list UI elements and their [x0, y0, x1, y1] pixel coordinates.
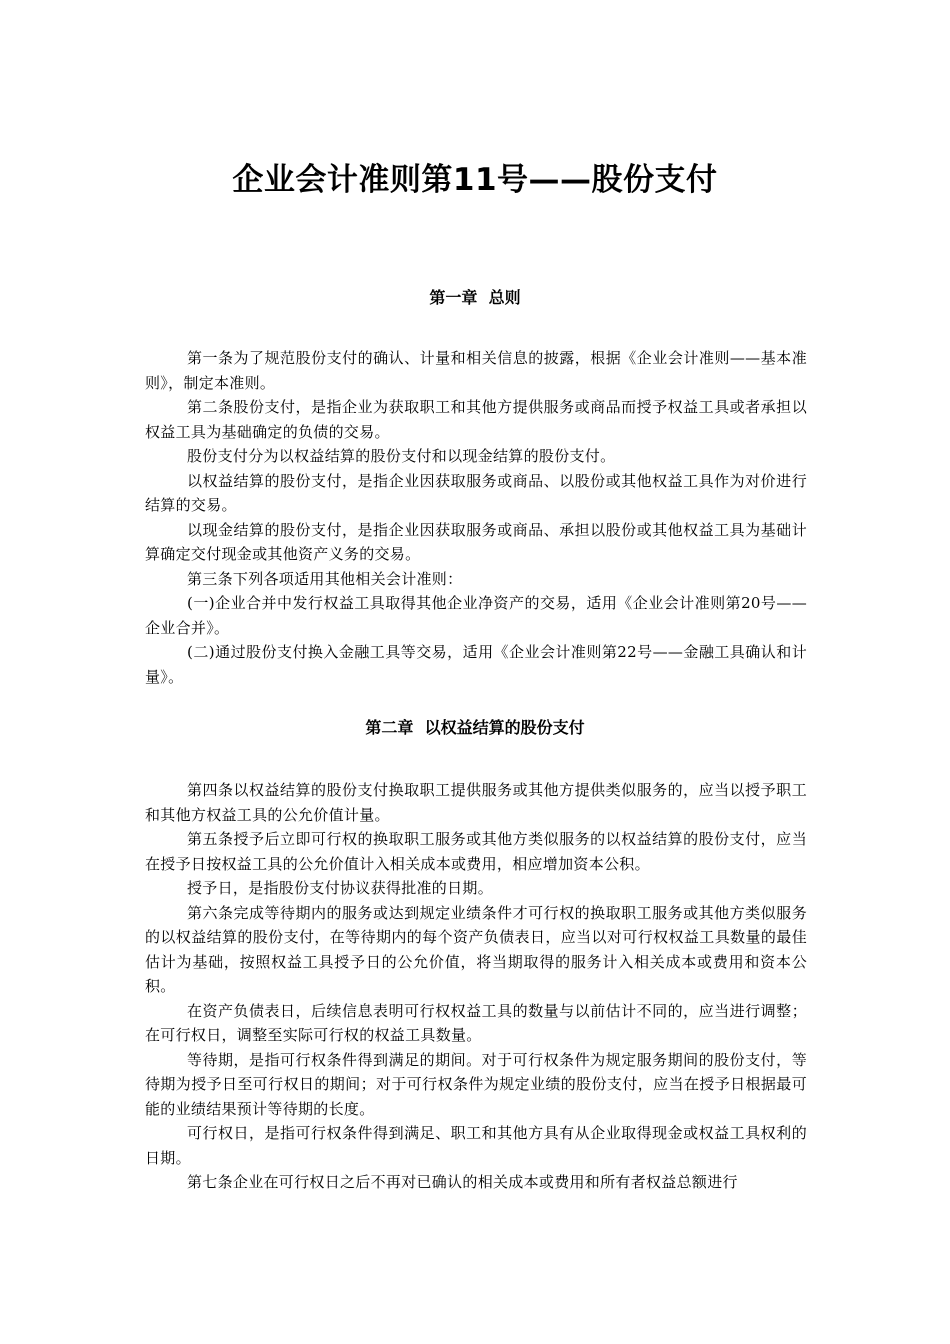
- paragraph: 第五条授予后立即可行权的换取职工服务或其他方类似服务的以权益结算的股份支付，应当在授予日按权益工具的公允价值计入相关成本或费用，相应增加资本公积。: [145, 830, 807, 873]
- paragraph: (二)通过股份支付换入金融工具等交易，适用《企业会计准则第22号——金融工具确认和计量》。: [145, 643, 807, 686]
- paragraph: 第一条为了规范股份支付的确认、计量和相关信息的披露，根据《企业会计准则——基本准则》，制定本准则。: [145, 349, 807, 392]
- paragraph: 股份支付分为以权益结算的股份支付和以现金结算的股份支付。: [187, 447, 616, 465]
- chapter-2-body: [145, 778, 807, 1195]
- chapter-heading: 第二章 以权益结算的股份支付: [365, 718, 585, 737]
- chapter-1-body: [145, 346, 807, 689]
- document-title: 企业会计准则第11号——股份支付: [232, 162, 718, 198]
- paragraph: 授予日，是指股份支付协议获得批准的日期。: [187, 879, 494, 897]
- paragraph: 第七条企业在可行权日之后不再对已确认的相关成本或费用和所有者权益总额进行: [187, 1173, 738, 1191]
- paragraph: 以现金结算的股份支付，是指企业因获取服务或商品、承担以股份或其他权益工具为基础计算确定交付现金或其他资产义务的交易。: [145, 520, 807, 563]
- paragraph: 在资产负债表日，后续信息表明可行权权益工具的数量与以前估计不同的，应当进行调整；在可行权日，调整至实际可行权的权益工具数量。: [145, 1001, 807, 1044]
- paragraph: 第六条完成等待期内的服务或达到规定业绩条件才可行权的换取职工服务或其他方类似服务的以权益结算的股份支付，在等待期内的每个资产负债表日，应当以对可行权权益工具数量的最佳估计为基础，按照权益工具授予日的公允价值，将当期取得的服务计入相关成本或费用和资本公积。: [145, 903, 807, 995]
- paragraph: 第四条以权益结算的股份支付换取职工提供服务或其他方提供类似服务的，应当以授予职工和其他方权益工具的公允价值计量。: [145, 781, 807, 824]
- chapter-heading: 第一章 总则: [429, 288, 521, 307]
- paragraph: 以权益结算的股份支付，是指企业因获取服务或商品、以股份或其他权益工具作为对价进行结算的交易。: [145, 471, 807, 514]
- paragraph: 第二条股份支付，是指企业为获取职工和其他方提供服务或商品而授予权益工具或者承担以权益工具为基础确定的负债的交易。: [145, 398, 807, 441]
- paragraph: 第三条下列各项适用其他相关会计准则：: [187, 569, 463, 588]
- paragraph: 等待期，是指可行权条件得到满足的期间。对于可行权条件为规定服务期间的股份支付，等待期为授予日至可行权日的期间；对于可行权条件为规定业绩的股份支付，应当在授予日根据最可能的业绩结果预计等待期的长度。: [145, 1050, 807, 1118]
- paragraph: (一)企业合并中发行权益工具取得其他企业净资产的交易，适用《企业会计准则第20号——企业合并》。: [145, 594, 807, 637]
- paragraph: 可行权日，是指可行权条件得到满足、职工和其他方具有从企业取得现金或权益工具权利的日期。: [145, 1124, 807, 1167]
